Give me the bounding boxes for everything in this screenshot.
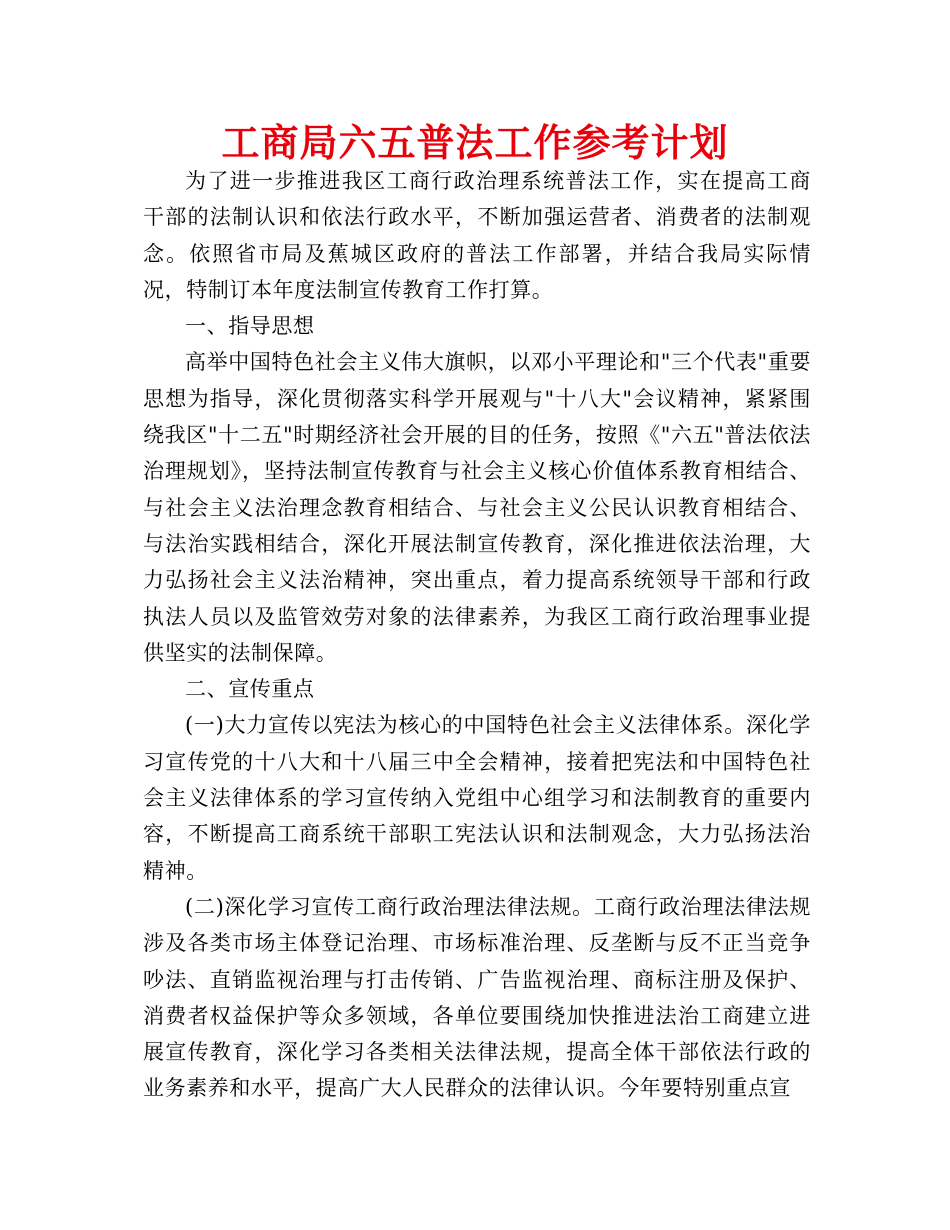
- paragraph-focus-one: (一)大力宣传以宪法为核心的中国特色社会主义法律体系。深化学习宣传党的十八大和十八届三中全会精神，接着把宪法和中国特色社会主义法律体系的学习宣传纳入党组中心组学习和法制教育的重要内容，不断提高工商系统干部职工宪法认识和法制观念，大力弘扬法治精神。: [143, 713, 811, 883]
- paragraph-intro: 为了进一步推进我区工商行政治理系统普法工作，实在提高工商干部的法制认识和依法行政水平，不断加强运营者、消费者的法制观念。依照省市局及蕉城区政府的普法工作部署，并结合我局实际情况，特制订本年度法制宣传教育工作打算。: [143, 169, 811, 302]
- document-title: 工商局六五普法工作参考计划: [221, 121, 729, 165]
- document-body: [143, 163, 811, 1107]
- paragraph-focus-two: (二)深化学习宣传工商行政治理法律法规。工商行政治理法律法规涉及各类市场主体登记治理、市场标准治理、反垄断与反不正当竞争吵法、直销监视治理与打击传销、广告监视治理、商标注册及保护、消费者权益保护等众多领域，各单位要围绕加快推进法治工商建立进展宣传教育，深化学习各类相关法律法规，提高全体干部依法行政的业务素养和水平，提高广大人民群众的法律认识。今年要特别重点宣: [143, 894, 811, 1101]
- section-heading-publicity-focus: 二、宣传重点: [185, 677, 315, 702]
- paragraph-guiding-thought: 高举中国特色社会主义伟大旗帜，以邓小平理论和"三个代表"重要思想为指导，深化贯彻落实科学开展观与"十八大"会议精神，紧紧围绕我区"十二五"时期经济社会开展的目的任务，按照《"六五"普法依法治理规划》，坚持法制宣传教育与社会主义核心价值体系教育相结合、与社会主义法治理念教育相结合、与社会主义公民认识教育相结合、与法治实践相结合，深化开展法制宣传教育，深化推进依法治理，大力弘扬社会主义法治精神，突出重点，着力提高系统领导干部和行政执法人员以及监管效劳对象的法律素养，为我区工商行政治理事业提供坚实的法制保障。: [143, 350, 811, 665]
- section-heading-guiding-thought: 一、指导思想: [185, 314, 315, 339]
